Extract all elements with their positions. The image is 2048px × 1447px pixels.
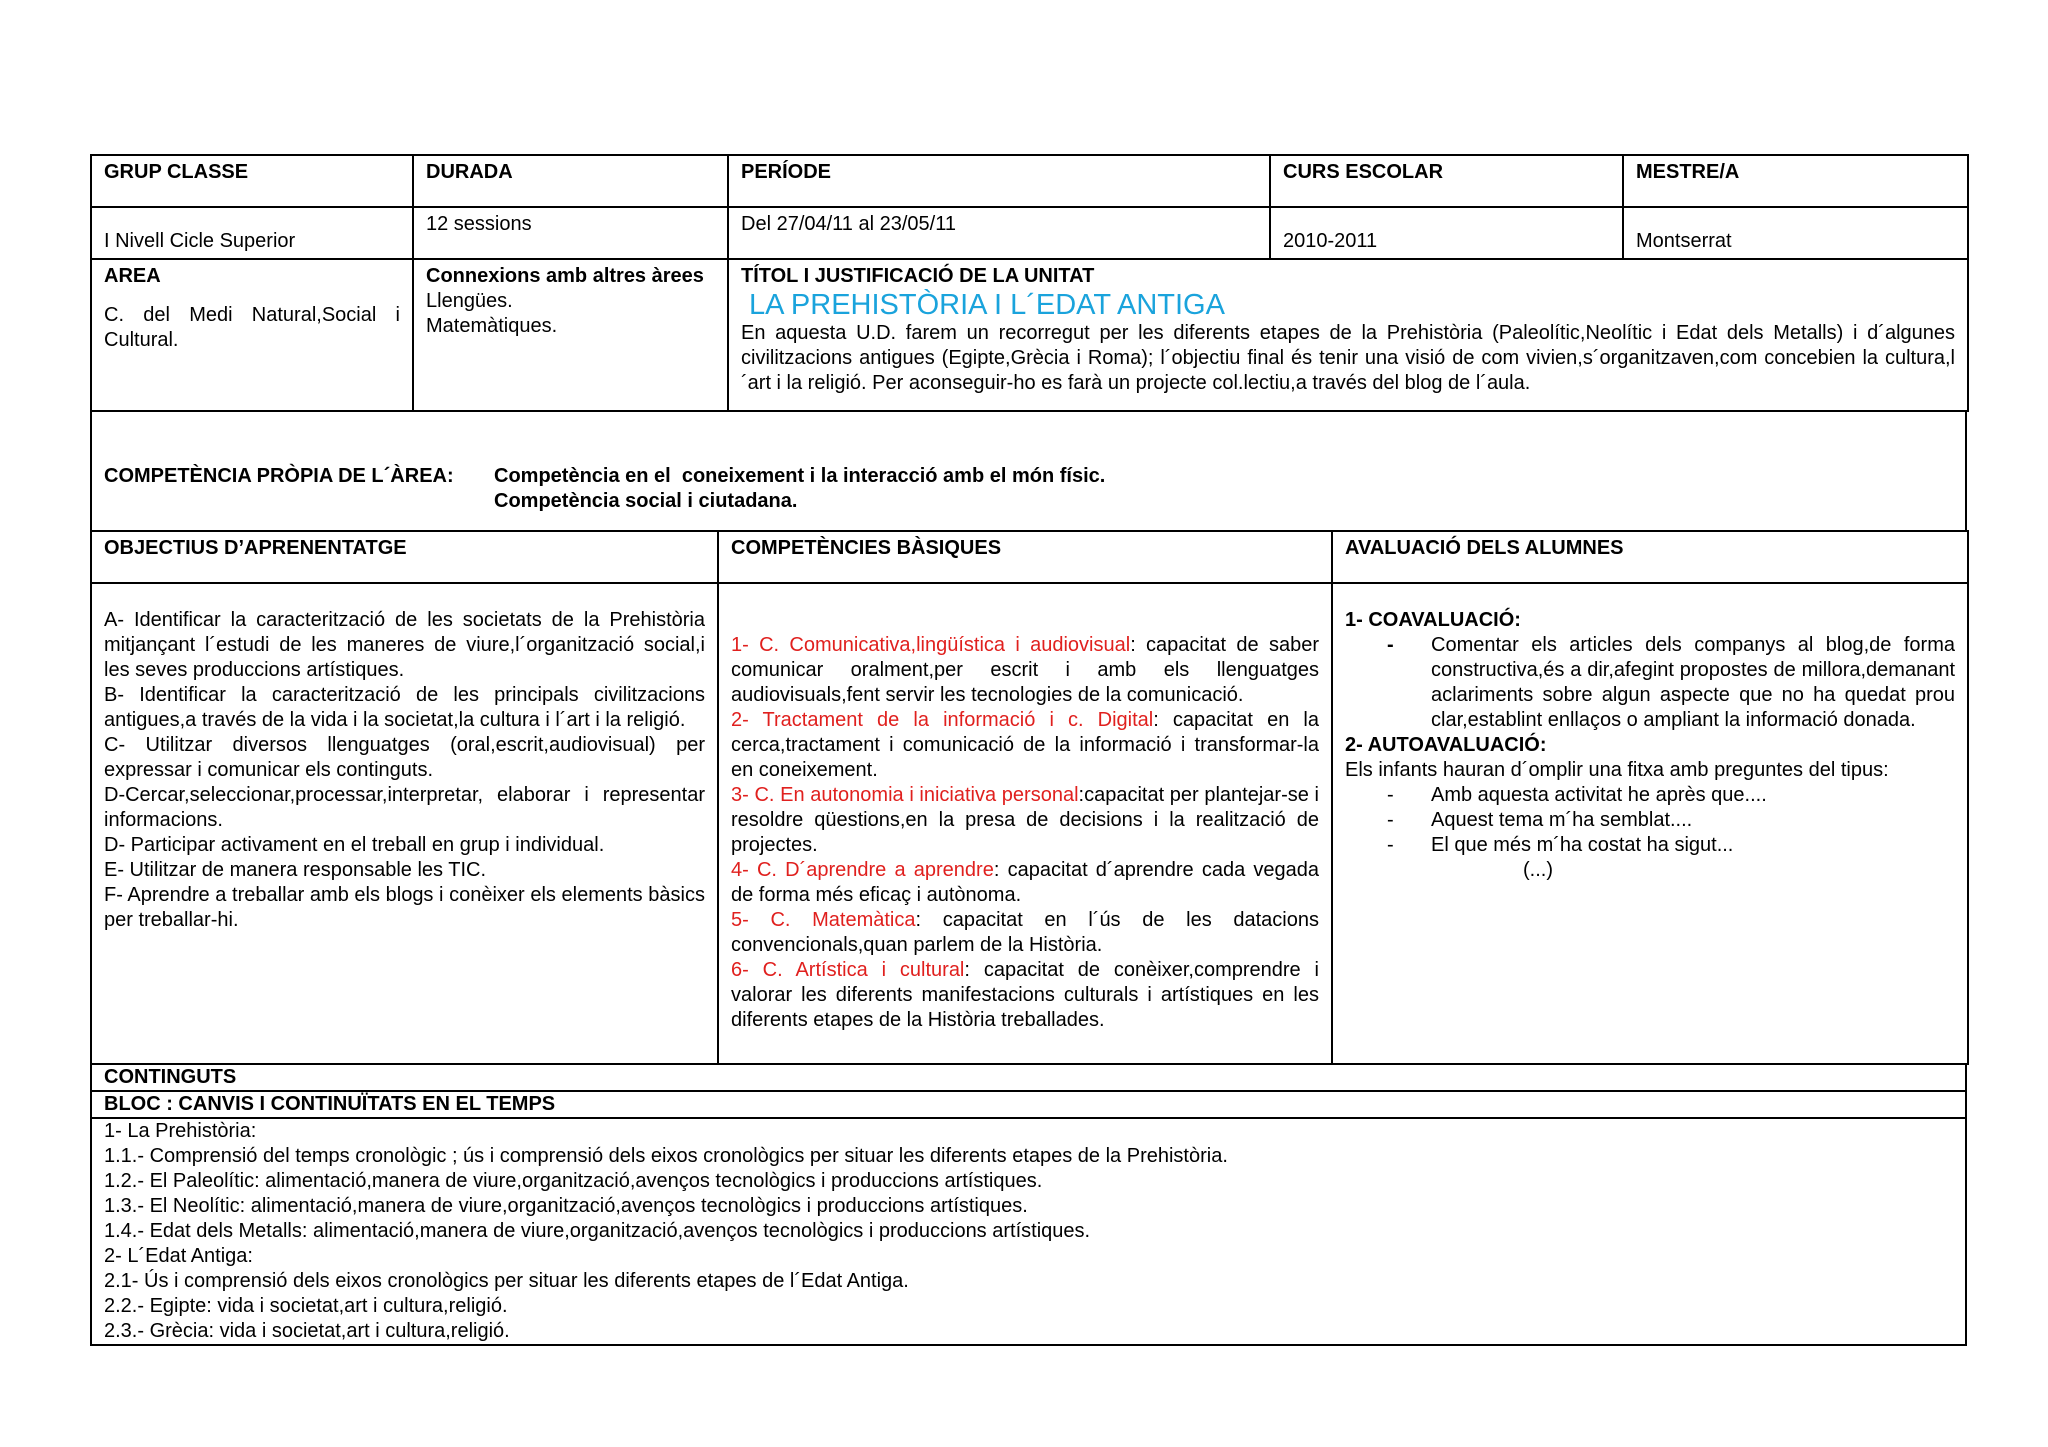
competencia-basica-name: 2- Tractament de la informació i c. Digital	[731, 709, 1154, 731]
connexions-cell	[413, 259, 728, 411]
autoavaluacio-item-text: El que més m´ha costat ha sigut...	[1431, 834, 1734, 856]
objective-item: A- Identificar la caracterització de les societats de la Prehistòria mitjançant l´estudi de les maneres de viure,l´organització social,i les seves produccions artístiques.	[104, 609, 705, 681]
competencia-basica-desc: : capacitat de saber comunicar oralment,per escrit i amb els llenguatges audiovisuals,fent servir les tecnologies de la comunicació.	[731, 634, 1319, 706]
competencia-basica-item	[731, 858, 1319, 908]
mestre-label: MESTRE/A	[1623, 155, 1968, 207]
header-table	[90, 154, 1969, 260]
competencia-basica-item	[731, 908, 1319, 958]
objectius-cell	[91, 583, 718, 1064]
objective-item: B- Identificar la caracterització de les principals civilitzacions antigues,a través de la vida i la societat,la cultura i l´art i la religió.	[104, 684, 705, 731]
competencies-cell	[718, 583, 1332, 1064]
competencia-basica-item	[731, 708, 1319, 783]
coavaluacio-text: Comentar els articles dels companys al blog,de forma constructiva,és a dir,afegint propostes de millora,demanant aclariments sobre algun aspecte que no ha quedat prou clar,establint enllaços o ampliant la informació donada.	[1431, 634, 1955, 731]
competencia-line-2: Competència social i ciutadana.	[494, 490, 798, 512]
continguts-line: 2.1- Ús i comprensió dels eixos cronològics per situar les diferents etapes de l´Edat Antiga.	[104, 1270, 909, 1292]
titol-cell	[728, 259, 1968, 411]
periode-label: PERÍODE	[728, 155, 1270, 207]
connexions-item: Llengües.	[426, 290, 513, 312]
avaluacio-header: AVALUACIÓ DELS ALUMNES	[1332, 531, 1968, 583]
competencia-basica-name: 4- C. D´aprendre a aprendre	[731, 859, 994, 881]
unit-title: LA PREHISTÒRIA I L´EDAT ANTIGA	[749, 289, 1225, 321]
competencia-table	[90, 410, 1967, 532]
coavaluacio-item	[1345, 633, 1955, 733]
competencia-basica-item	[731, 783, 1319, 858]
autoavaluacio-ellipsis: (...)	[1523, 859, 1553, 881]
autoavaluacio-text: Els infants hauran d´omplir una fitxa amb preguntes del tipus:	[1345, 759, 1889, 781]
competencia-basica-desc: : capacitat en la cerca,tractament i comunicació de la informació i transformar-la en coneixement.	[731, 709, 1319, 781]
continguts-table	[90, 1063, 1967, 1346]
continguts-line: 1.3.- El Neolític: alimentació,manera de viure,organització,avenços tecnològics i produccions artístiques.	[104, 1195, 1028, 1217]
competencia-basica-name: 3- C. En autonomia i iniciativa personal	[731, 784, 1079, 806]
dash-bullet: -	[1387, 784, 1394, 806]
durada-label: DURADA	[413, 155, 728, 207]
objective-item: C- Utilitzar diversos llenguatges (oral,escrit,audiovisual) per expressar i comunicar els continguts.	[104, 734, 705, 781]
grup-classe-label: GRUP CLASSE	[91, 155, 413, 207]
dash-bullet: -	[1387, 834, 1394, 856]
autoavaluacio-item	[1345, 833, 1955, 858]
objective-item: E- Utilitzar de manera responsable les TIC.	[104, 859, 487, 881]
titol-label: TÍTOL I JUSTIFICACIÓ DE LA UNITAT	[741, 265, 1095, 287]
competencies-header: COMPETÈNCIES BÀSIQUES	[718, 531, 1332, 583]
coavaluacio-label: 1- COAVALUACIÓ:	[1345, 609, 1521, 631]
competencia-basica-desc: :capacitat per plantejar-se i resoldre qüestions,en la presa de decisions i la realització de projectes.	[731, 784, 1319, 856]
continguts-line: 2.2.- Egipte: vida i societat,art i cultura,religió.	[104, 1295, 508, 1317]
mestre-value: Montserrat	[1623, 207, 1968, 259]
avaluacio-cell	[1332, 583, 1968, 1064]
competencia-basica-desc: : capacitat en l´ús de les datacions convencionals,quan parlem de la Història.	[731, 909, 1319, 956]
dash-bullet: -	[1387, 634, 1394, 656]
durada-value: 12 sessions	[413, 207, 728, 259]
titol-justification: En aquesta U.D. farem un recorregut per les diferents etapes de la Prehistòria (Paleolític,Neolític i Edat dels Metalls) i d´algunes civilitzacions antigues (Egipte,Grècia i Roma); l´objectiu final és tenir una visió de com vivien,s´organitzaven,com concebien la cultura,l´art i la religió. Per aconseguir-ho es farà un projecte col.lectiu,a través del blog de l´aula.	[741, 322, 1955, 394]
competencia-basica-desc: : capacitat d´aprendre cada vegada de forma més eficaç i autònoma.	[731, 859, 1319, 906]
continguts-list	[91, 1118, 1966, 1345]
competencia-basica-name: 1- C. Comunicativa,lingüística i audiovisual	[731, 634, 1131, 656]
continguts-line: 1- La Prehistòria:	[104, 1120, 257, 1142]
continguts-line: 1.2.- El Paleolític: alimentació,manera de viure,organització,avenços tecnològics i produccions artístiques.	[104, 1170, 1043, 1192]
continguts-line: 2- L´Edat Antiga:	[104, 1245, 253, 1267]
autoavaluacio-item	[1345, 783, 1955, 808]
objectius-header: OBJECTIUS D’APRENENTATGE	[91, 531, 718, 583]
autoavaluacio-label: 2- AUTOAVALUACIÓ:	[1345, 734, 1547, 756]
competencia-basica-name: 5- C. Matemàtica	[731, 909, 916, 931]
continguts-label: CONTINGUTS	[91, 1064, 1966, 1091]
objective-item: D- Participar activament en el treball en grup i individual.	[104, 834, 605, 856]
objective-item: D-Cercar,seleccionar,processar,interpretar, elaborar i representar informacions.	[104, 784, 705, 831]
unit-info-table	[90, 258, 1969, 412]
autoavaluacio-list	[1345, 783, 1955, 858]
competencia-basica-item	[731, 958, 1319, 1033]
continguts-line: 2.3.- Grècia: vida i societat,art i cultura,religió.	[104, 1320, 510, 1342]
bloc-label: BLOC : CANVIS I CONTINUÏTATS EN EL TEMPS	[91, 1091, 1966, 1118]
periode-value: Del 27/04/11 al 23/05/11	[728, 207, 1270, 259]
connexions-label: Connexions amb altres àrees	[426, 265, 704, 287]
grup-classe-value: I Nivell Cicle Superior	[91, 207, 413, 259]
continguts-line: 1.1.- Comprensió del temps cronològic ; ús i comprensió dels eixos cronològics per situar les diferents etapes de la Prehistòria.	[104, 1145, 1228, 1167]
connexions-item: Matemàtiques.	[426, 315, 558, 337]
continguts-line: 1.4.- Edat dels Metalls: alimentació,manera de viure,organització,avenços tecnològics i produccions artístiques.	[104, 1220, 1091, 1242]
autoavaluacio-item-text: Amb aquesta activitat he après que....	[1431, 784, 1767, 806]
unit-plan-document	[90, 154, 1967, 1346]
competencia-basica-item	[731, 633, 1319, 708]
objectives-table	[90, 530, 1969, 1065]
area-cell	[91, 259, 413, 411]
coavaluacio-list	[1345, 633, 1955, 733]
curs-escolar-label: CURS ESCOLAR	[1270, 155, 1623, 207]
area-label: AREA	[104, 265, 161, 287]
objective-item: F- Aprendre a treballar amb els blogs i conèixer els elements bàsics per treballar-hi.	[104, 884, 705, 931]
curs-escolar-value: 2010-2011	[1270, 207, 1623, 259]
autoavaluacio-item-text: Aquest tema m´ha semblat....	[1431, 809, 1693, 831]
competencia-line-1: Competència en el coneixement i la interacció amb el món físic.	[494, 465, 1106, 487]
autoavaluacio-item	[1345, 808, 1955, 833]
competencia-basica-name: 6- C. Artística i cultural	[731, 959, 965, 981]
dash-bullet: -	[1387, 809, 1394, 831]
area-value: C. del Medi Natural,Social i Cultural.	[104, 304, 400, 351]
competencia-cell	[91, 411, 1966, 531]
competencia-label: COMPETÈNCIA PRÒPIA DE L´ÀREA:	[104, 465, 454, 487]
competencia-basica-desc: : capacitat de conèixer,comprendre i valorar les diferents manifestacions culturals i artístiques en les diferents etapes de la Història treballades.	[731, 959, 1319, 1031]
